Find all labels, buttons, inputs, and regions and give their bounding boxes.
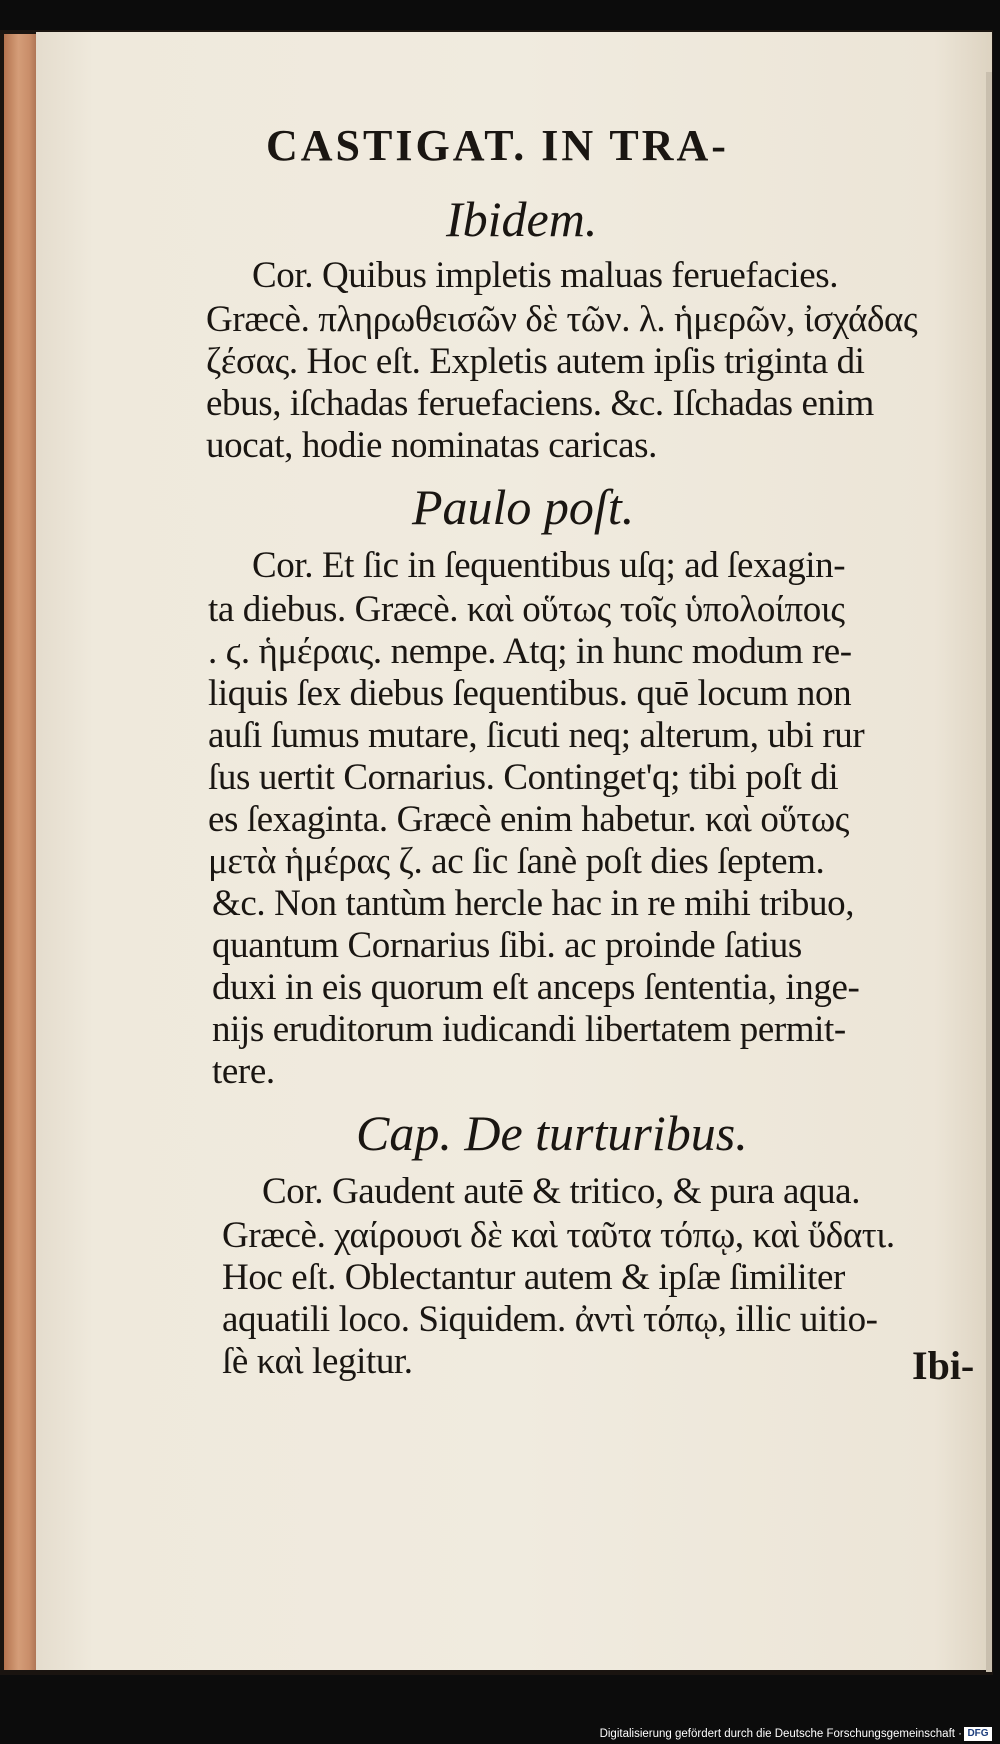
text-line: liquis ſex diebus ſequentibus. quē locum non	[208, 673, 852, 714]
heading-de-turturibus: Cap. De turturibus.	[356, 1105, 748, 1161]
text-line: μετὰ ἡμέρας ζ. ac ſic ſanè poſt dies ſeptem.	[208, 841, 825, 882]
text-line: Hoc eſt. Oblectantur autem & ipſæ ſimiliter	[222, 1257, 845, 1298]
text-line: ſus uertit Cornarius. Continget'q; tibi poſt di	[208, 757, 839, 798]
text-line: Cor. Gaudent autē & tritico, & pura aqua.	[262, 1171, 861, 1212]
running-head: CASTIGAT. IN TRA-	[266, 121, 729, 170]
text-line: tere.	[212, 1051, 275, 1092]
text-line: . ϛ. ἡμέραις. nempe. Atq; in hunc modum re-	[208, 631, 852, 672]
text-line: ta diebus. Græcè. καὶ οὕτως τοῖς ὑπολοίποις	[208, 589, 845, 630]
text-line: nijs eruditorum iudicandi libertatem permit-	[212, 1009, 846, 1050]
heading-paulo-post: Paulo poſt.	[412, 479, 635, 535]
text-line: duxi in eis quorum eſt anceps ſententia, inge-	[212, 967, 860, 1008]
text-line: auſi ſumus mutare, ſicuti neq; alterum, ubi rur	[208, 715, 865, 756]
footer-credit: Digitalisierung gefördert durch die Deutsche Forschungsgemeinschaft ·	[599, 1728, 962, 1740]
dfg-logo-icon: DFG	[964, 1727, 992, 1741]
heading-ibidem: Ibidem.	[446, 191, 598, 247]
text-line: ſè καὶ legitur.	[222, 1341, 413, 1382]
page-gutter	[986, 72, 992, 1672]
text-line: uocat, hodie nominatas caricas.	[206, 425, 657, 466]
text-line: Græcè. χαίρουσι δὲ καὶ ταῦτα τόπῳ, καὶ ὕδατι.	[222, 1215, 895, 1256]
text-line: Cor. Et ſic in ſequentibus uſq; ad ſexagin-	[252, 545, 846, 586]
text-line: quantum Cornarius ſibi. ac proinde ſatius	[212, 925, 802, 966]
text-line: aquatili loco. Siquidem. ἀντὶ τόπῳ, illic uitio-	[222, 1299, 878, 1340]
catchword: Ibi-	[912, 1343, 975, 1388]
text-line: es ſexaginta. Græcè enim habetur. καὶ οὕτως	[208, 799, 850, 840]
text-line: ζέσας. Hoc eſt. Expletis autem ipſis triginta di	[206, 341, 865, 382]
text-line: Cor. Quibus impletis maluas feruefacies.	[252, 255, 839, 296]
text-line: Græcè. πληρωθεισῶν δὲ τῶν. λ. ἡμερῶν, ἰσχάδας	[206, 299, 918, 340]
text-line: &c. Non tantùm hercle hac in re mihi tribuo,	[212, 883, 855, 924]
book-page	[36, 32, 992, 1670]
text-line: ebus, iſchadas feruefaciens. &c. Iſchadas enim	[206, 383, 874, 424]
